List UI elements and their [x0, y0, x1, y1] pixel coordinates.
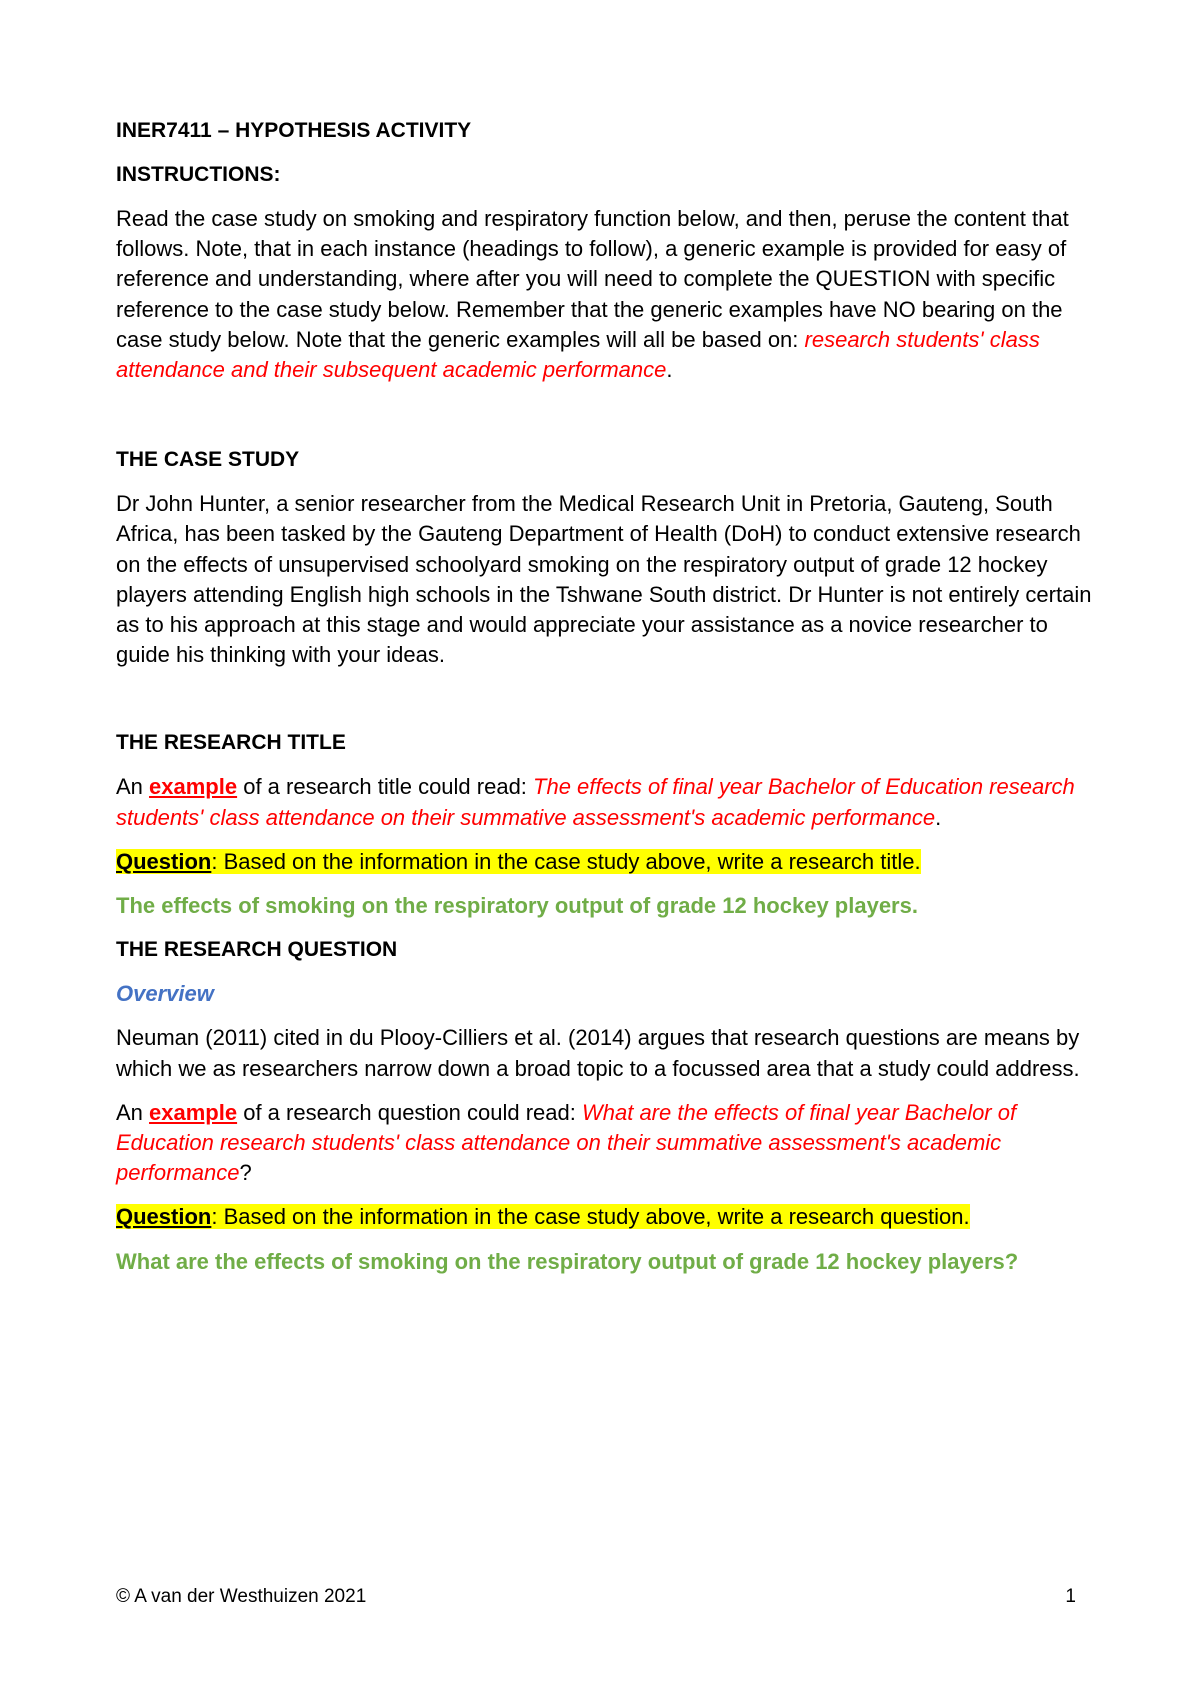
example-red-text: What are the effects of final year Bachelor of Education research students' class attendance on their summative assessment's academic performance [116, 1099, 1017, 1186]
copyright-text: © A van der Westhuizen 2021 [116, 1586, 367, 1607]
instructions-end: . [666, 357, 673, 383]
research-title-answer: The effects of smoking on the respiratory output of grade 12 hockey players. [116, 893, 918, 919]
research-question-example [116, 1098, 1096, 1189]
question-highlight [116, 1204, 970, 1229]
page-content [116, 116, 1096, 1277]
overview-paragraph: Neuman (2011) cited in du Plooy-Cilliers et al. (2014) argues that research questions are means by which we as researchers narrow down a broad topic to a focussed area that a study could address. [116, 1025, 1080, 1081]
example-word: example [149, 1099, 238, 1125]
research-title-example [116, 772, 1096, 832]
question-text: : Based on the information in the case study above, write a research question. [211, 1204, 970, 1230]
example-word: example [149, 774, 238, 800]
instructions-heading: INSTRUCTIONS: [116, 163, 281, 186]
research-question-heading: THE RESEARCH QUESTION [116, 938, 398, 962]
example-end: ? [239, 1160, 252, 1186]
example-lead: of a research title could read: [237, 774, 534, 800]
example-an: An [116, 1099, 150, 1125]
document-title: INER7411 – HYPOTHESIS ACTIVITY [116, 119, 472, 142]
case-study-paragraph: Dr John Hunter, a senior researcher from the Medical Research Unit in Pretoria, Gauteng, South Africa, has been tasked by the Gauteng Department of Health (DoH) to conduct extensive research on the effects of unsupervised schoolyard smoking on the respiratory output of grade 12 hockey players attending English high schools in the Tshwane South district. Dr Hunter is not entirely certain as to his approach at this stage and would appreciate your assistance as a novice researcher to guide his thinking with your ideas. [116, 491, 1092, 668]
research-question-question [116, 1202, 1096, 1232]
instructions-paragraph [116, 204, 1096, 385]
example-an: An [116, 774, 150, 800]
example-red-text: The effects of final year Bachelor of Education research students' class attendance on their summative assessment's academic performance [116, 774, 1075, 830]
page-footer [116, 1585, 1076, 1609]
example-lead: of a research question could read: [237, 1099, 582, 1125]
overview-heading: Overview [116, 981, 214, 1007]
question-text: : Based on the information in the case study above, write a research title. [211, 848, 921, 874]
research-title-heading: THE RESEARCH TITLE [116, 731, 346, 755]
page-number: 1 [1065, 1586, 1076, 1607]
example-end: . [935, 804, 942, 830]
research-question-answer: What are the effects of smoking on the respiratory output of grade 12 hockey players? [116, 1248, 1019, 1274]
instructions-text: Read the case study on smoking and respiratory function below, and then, peruse the content that follows. Note, that in each instance (headings to follow), a generic example is provided for easy of reference and understanding, where after you will need to complete the QUESTION with specific reference to the case study below. Remember that the generic examples have NO bearing on the case study below. Note that the generic examples will all be based on: [116, 206, 1069, 352]
question-label: Question [116, 1204, 212, 1230]
research-title-question [116, 847, 1096, 877]
instructions-red-text: research students' class attendance and their subsequent academic performance [116, 326, 1040, 383]
question-highlight [116, 849, 921, 874]
question-label: Question [116, 848, 212, 874]
case-study-heading: THE CASE STUDY [116, 448, 300, 472]
